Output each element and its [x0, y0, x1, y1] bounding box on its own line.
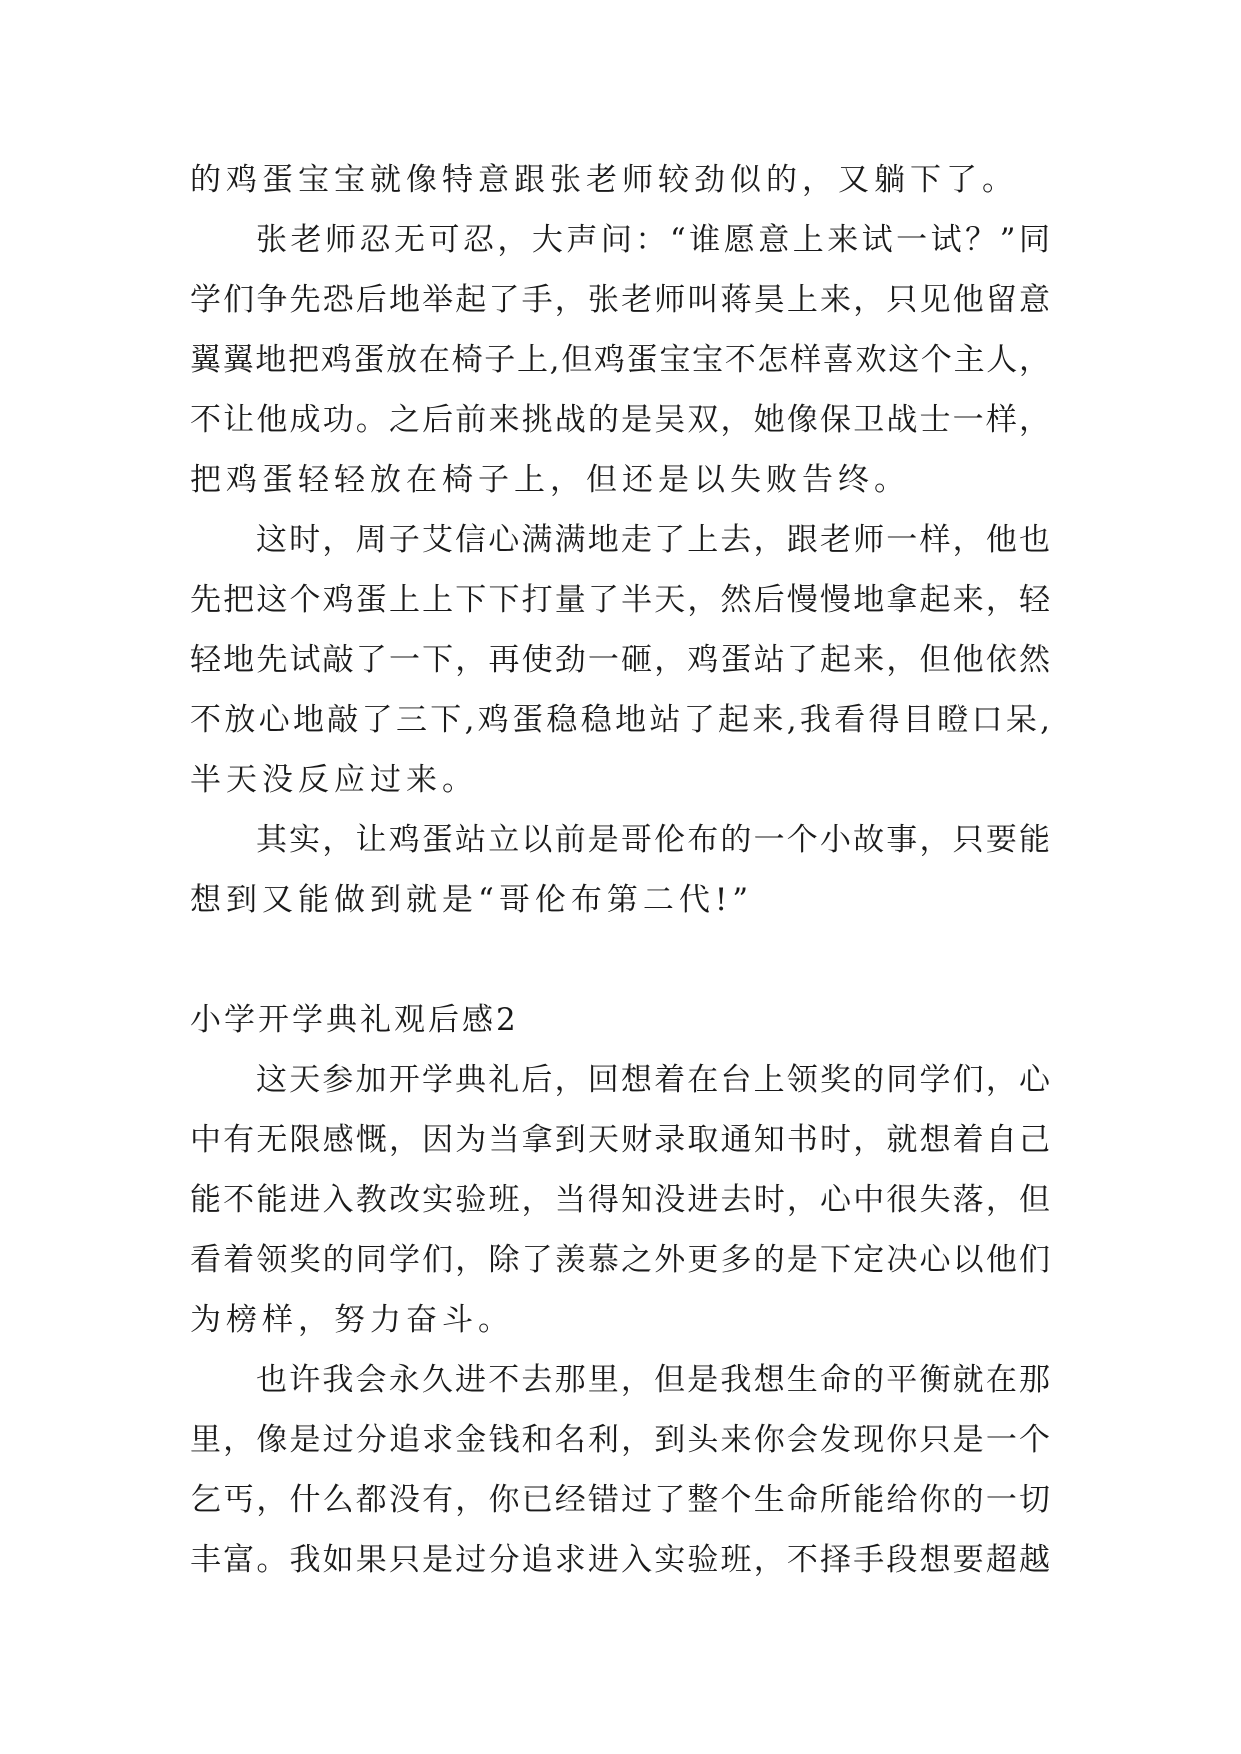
text-line: 学们争先恐后地举起了手，张老师叫蒋昊上来，只见他留意 — [190, 282, 1050, 318]
text-line: 为榜样，努力奋斗。 — [190, 1302, 514, 1338]
paragraph — [190, 510, 1050, 810]
text-line: 乞丐，什么都没有，你已经错过了整个生命所能给你的一切 — [190, 1482, 1050, 1518]
text-line: 看着领奖的同学们，除了羡慕之外更多的是下定决心以他们 — [190, 1242, 1050, 1278]
text-line: 翼翼地把鸡蛋放在椅子上,但鸡蛋宝宝不怎样喜欢这个主人， — [190, 342, 1050, 378]
text-line: 中有无限感慨，因为当拿到天财录取通知书时，就想着自己 — [190, 1122, 1050, 1158]
text-line: 想到又能做到就是“哥伦布第二代!” — [190, 882, 754, 918]
text-line: 的鸡蛋宝宝就像特意跟张老师较劲似的，又躺下了。 — [190, 162, 1018, 198]
text-line: 这天参加开学典礼后，回想着在台上领奖的同学们，心 — [256, 1062, 1050, 1098]
blank-line — [190, 930, 1050, 990]
section-title: 小学开学典礼观后感2 — [190, 1002, 519, 1038]
text-line: 能不能进入教改实验班，当得知没进去时，心中很失落，但 — [190, 1182, 1050, 1218]
text-line: 丰富。我如果只是过分追求进入实验班，不择手段想要超越 — [190, 1542, 1050, 1578]
paragraph — [190, 210, 1050, 510]
text-line: 不放心地敲了三下,鸡蛋稳稳地站了起来,我看得目瞪口呆, — [190, 702, 1050, 738]
text-line: 张老师忍无可忍，大声问：“谁愿意上来试一试？”同 — [256, 222, 1050, 258]
paragraph — [190, 1350, 1050, 1590]
text-line: 轻地先试敲了一下，再使劲一砸，鸡蛋站了起来，但他依然 — [190, 642, 1050, 678]
paragraph — [190, 150, 1050, 210]
text-line: 也许我会永久进不去那里，但是我想生命的平衡就在那 — [256, 1362, 1050, 1398]
text-line: 先把这个鸡蛋上上下下打量了半天，然后慢慢地拿起来，轻 — [190, 582, 1050, 618]
text-line: 不让他成功。之后前来挑战的是吴双，她像保卫战士一样， — [190, 402, 1050, 438]
document-page — [190, 150, 1050, 1590]
text-line: 里，像是过分追求金钱和名利，到头来你会发现你只是一个 — [190, 1422, 1050, 1458]
text-line: 这时，周子艾信心满满地走了上去，跟老师一样，他也 — [256, 522, 1050, 558]
text-line: 把鸡蛋轻轻放在椅子上，但还是以失败告终。 — [190, 462, 910, 498]
paragraph — [190, 1050, 1050, 1350]
paragraph — [190, 810, 1050, 930]
text-line: 半天没反应过来。 — [190, 762, 478, 798]
text-line: 其实，让鸡蛋站立以前是哥伦布的一个小故事，只要能 — [256, 822, 1050, 858]
